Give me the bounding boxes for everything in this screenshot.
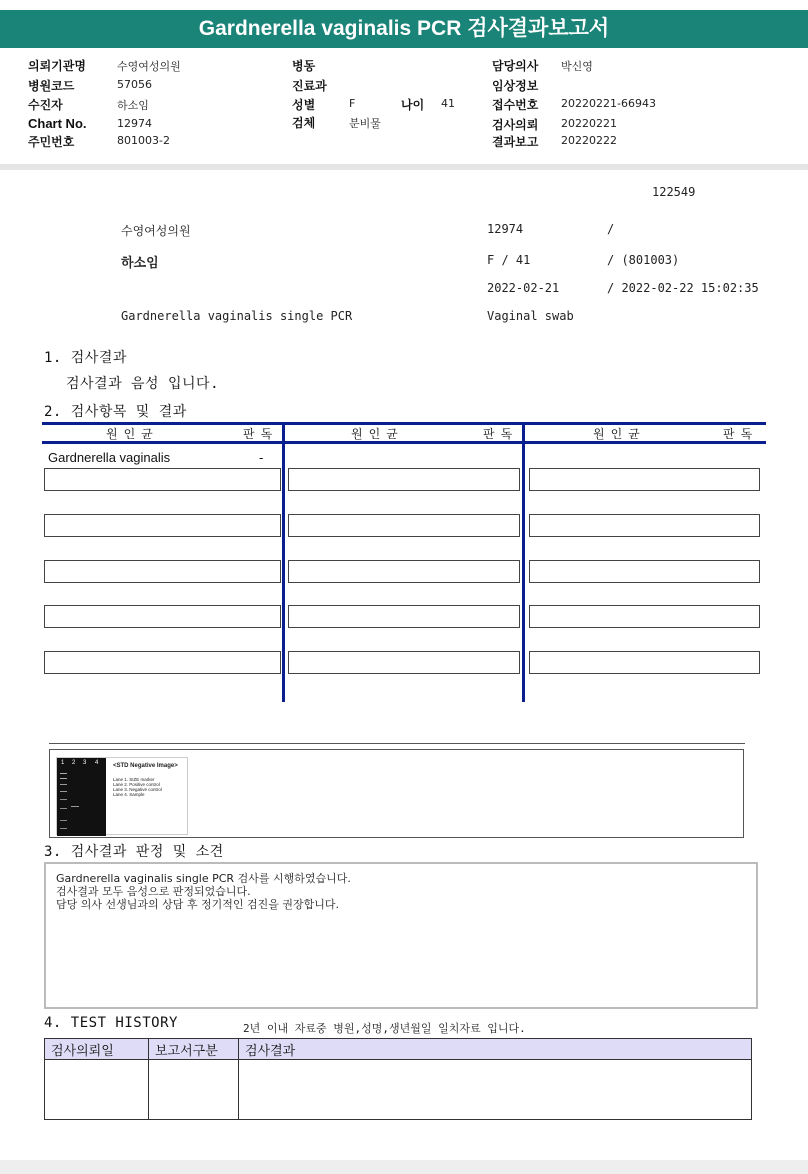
gel-legend-4: Lane 4. Sample: [113, 792, 145, 797]
id-label: 주민번호: [28, 135, 75, 149]
history-col-request-date: 검사의뢰일: [45, 1039, 149, 1060]
header-birth: / (801003): [607, 253, 680, 267]
history-note: 2년 이내 자료중 병원,성명,생년월일 일치자료 입니다.: [243, 1022, 526, 1035]
gel-legend-3: Lane 3. Negative control: [113, 787, 162, 792]
report-label: 결과보고: [492, 135, 539, 149]
result-pathogen: Gardnerella vaginalis: [48, 450, 171, 465]
table-divider-1: [282, 422, 285, 702]
gel-lane-4: 4: [95, 760, 99, 766]
result-box: [288, 560, 520, 583]
header-patient: 하소임: [121, 256, 159, 271]
header-request-date: 2022-02-21: [487, 281, 560, 295]
sex-label: 성별: [292, 98, 316, 112]
gel-electrophoresis-image: [57, 758, 189, 836]
id-value: 801003-2: [117, 134, 170, 147]
gel-lane-3: 3: [83, 760, 87, 766]
result-box: [44, 514, 281, 537]
result-box: [288, 651, 520, 674]
header-specimen: Vaginal swab: [487, 309, 574, 323]
section1-result: 검사결과 음성 입니다.: [66, 376, 220, 392]
chart-value: 12974: [117, 117, 152, 130]
opinion-box: [44, 862, 758, 1009]
col1-pathogen-header: 원인균: [106, 427, 159, 441]
result-box: [529, 468, 760, 491]
history-col-result: 검사결과: [239, 1039, 752, 1060]
gel-lane-1: 1: [61, 760, 65, 766]
result-box: [44, 651, 281, 674]
request-value: 20220221: [561, 117, 617, 130]
specimen-label: 검체: [292, 116, 316, 130]
result-box: [288, 605, 520, 628]
specimen-value: 분비물: [349, 117, 381, 130]
receipt-value: 20220221-66943: [561, 97, 656, 110]
result-box: [529, 560, 760, 583]
code-number: 122549: [652, 185, 696, 199]
section2-title: 2. 검사항목 및 결과: [44, 404, 187, 420]
result-box: [529, 605, 760, 628]
gel-lane-2: 2: [72, 760, 76, 766]
table-divider-2: [522, 422, 525, 702]
col1-judgement-header: 판독: [243, 427, 279, 441]
opinion-line-3: 담당 의사 선생님과의 상담 후 정기적인 검진을 권장합니다.: [56, 898, 339, 911]
report-value: 20220222: [561, 134, 617, 147]
result-box: [529, 514, 760, 537]
gel-title: <STD Negative Image>: [113, 763, 178, 769]
ward-label: 병동: [292, 59, 316, 73]
doctor-value: 박신영: [561, 60, 593, 73]
result-box: [44, 468, 281, 491]
history-cell: [149, 1060, 239, 1120]
result-box: [44, 560, 281, 583]
report-title: Gardnerella vaginalis PCR 검사결과보고서: [0, 10, 808, 48]
header-chart-no: 12974: [487, 222, 524, 236]
history-table: [44, 1038, 752, 1120]
history-cell: [45, 1060, 149, 1120]
clinical-label: 임상정보: [492, 79, 539, 93]
clinic-label: 의뢰기관명: [28, 59, 86, 73]
col3-judgement-header: 판독: [723, 427, 759, 441]
sex-value: F: [349, 97, 356, 110]
clinic-value: 수영여성의원: [117, 60, 181, 73]
gel-legend-2: Lane 2. Positive control: [113, 782, 160, 787]
hospital-code-value: 57056: [117, 78, 152, 91]
gel-image: [56, 757, 188, 835]
section3-title: 3. 검사결과 판정 및 소견: [44, 844, 224, 860]
result-box: [288, 514, 520, 537]
result-box: [529, 651, 760, 674]
dept-label: 진료과: [292, 79, 327, 93]
bottom-band: [0, 1160, 808, 1174]
gel-legend-1: Lane 1. SIZE marker: [113, 777, 155, 782]
patient-value: 하소임: [117, 99, 149, 112]
result-box: [44, 605, 281, 628]
header-report-datetime: / 2022-02-22 15:02:35: [607, 281, 759, 295]
history-col-report-type: 보고서구분: [149, 1039, 239, 1060]
section1-title: 1. 검사결과: [44, 350, 127, 366]
age-label: 나이: [401, 98, 425, 112]
chart-label: Chart No.: [28, 116, 87, 131]
header-clinic: 수영여성의원: [121, 224, 191, 238]
col3-pathogen-header: 원인균: [593, 427, 646, 441]
separator-band: [0, 164, 808, 170]
gel-image-frame: [49, 749, 744, 838]
opinion-line-1: Gardnerella vaginalis single PCR 검사를 시행하였습니다.: [56, 872, 351, 885]
result-judgement: -: [259, 450, 264, 465]
patient-label: 수진자: [28, 98, 63, 112]
result-box: [288, 468, 520, 491]
opinion-line-2: 검사결과 모두 음성으로 판정되었습니다.: [56, 885, 251, 898]
col2-pathogen-header: 원인균: [351, 427, 404, 441]
patient-info-block: [0, 48, 808, 166]
doctor-label: 담당의사: [492, 59, 539, 73]
age-value: 41: [441, 97, 455, 110]
gel-divider: [49, 743, 745, 744]
history-cell: [239, 1060, 752, 1120]
receipt-label: 접수번호: [492, 98, 539, 112]
header-test-name: Gardnerella vaginalis single PCR: [121, 309, 353, 323]
header-sex-age: F / 41: [487, 253, 531, 267]
header-slash: /: [607, 222, 615, 236]
section4-title: 4. TEST HISTORY: [44, 1015, 178, 1031]
request-label: 검사의뢰: [492, 118, 539, 132]
hospital-code-label: 병원코드: [28, 79, 75, 93]
col2-judgement-header: 판독: [483, 427, 519, 441]
